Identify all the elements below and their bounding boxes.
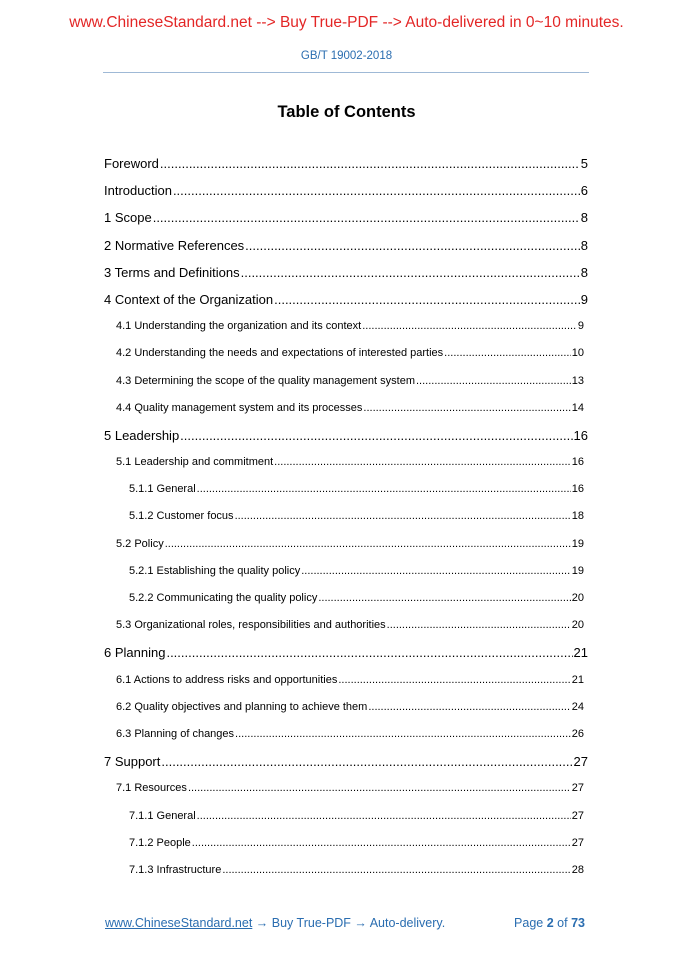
toc-entry-page: 28 (571, 863, 584, 876)
toc-entry[interactable] (104, 503, 588, 530)
toc-entry-page: 9 (577, 320, 584, 333)
toc-dot-leader (338, 667, 570, 694)
toc-entry-label: 5 Leadership (104, 427, 180, 443)
toc-dot-leader (180, 422, 572, 449)
toc-entry[interactable] (104, 748, 588, 775)
toc-entry-label: 3 Terms and Definitions (104, 264, 240, 280)
toc-dot-leader (166, 639, 572, 666)
toc-entry-label: Introduction (104, 183, 172, 199)
toc-entry-page: 16 (573, 427, 588, 443)
toc-entry[interactable] (104, 177, 588, 204)
toc-entry[interactable] (104, 775, 588, 802)
footer-site-link[interactable]: www.ChineseStandard.net (105, 916, 253, 930)
toc-entry-page: 26 (571, 727, 584, 740)
toc-entry-label: 7.1.2 People (129, 836, 191, 849)
page-footer (105, 916, 585, 930)
toc-dot-leader (222, 857, 570, 884)
toc-dot-leader (274, 449, 571, 476)
toc-entry[interactable] (104, 232, 588, 259)
toc-entry-page: 27 (571, 836, 584, 849)
toc-entry[interactable] (104, 259, 588, 286)
toc-entry-page: 13 (571, 374, 584, 387)
toc-entry-label: 7.1 Resources (116, 782, 187, 795)
toc-entry[interactable] (104, 395, 588, 422)
toc-entry-label: 4.4 Quality management system and its processes (116, 401, 363, 414)
toc-entry-page: 19 (571, 564, 584, 577)
toc-entry[interactable] (104, 150, 588, 177)
toc-dot-leader (188, 775, 571, 802)
toc-dot-leader (197, 803, 571, 830)
toc-entry-page: 27 (571, 782, 584, 795)
toc-dot-leader (197, 476, 571, 503)
toc-entry-page: 8 (580, 237, 588, 253)
toc-entry-label: Foreword (104, 156, 159, 171)
toc-dot-leader (416, 368, 571, 395)
toc-entry-page: 21 (573, 645, 588, 661)
toc-entry[interactable] (104, 857, 588, 884)
toc-dot-leader (165, 531, 571, 558)
toc-entry-label: 5.3 Organizational roles, responsibilities and authorities (116, 619, 386, 632)
page-total: 73 (571, 916, 585, 930)
toc-entry[interactable] (104, 286, 588, 313)
toc-entry[interactable] (104, 694, 588, 721)
page-current: 2 (546, 916, 554, 930)
toc-entry-label: 5.1 Leadership and commitment (116, 456, 274, 469)
toc-dot-leader (241, 259, 580, 286)
document-code: GB/T 19002-2018 (300, 50, 393, 62)
toc-entry[interactable] (104, 531, 588, 558)
toc-entry[interactable] (104, 558, 588, 585)
toc-entry-label: 6.2 Quality objectives and planning to achieve them (116, 700, 368, 713)
table-of-contents (104, 150, 588, 884)
toc-entry-page: 27 (573, 754, 588, 770)
toc-entry[interactable] (104, 721, 588, 748)
toc-entry-label: 4 Context of the Organization (104, 291, 274, 307)
toc-entry-page: 21 (571, 673, 584, 686)
toc-entry-label: 5.1.1 General (129, 483, 196, 496)
toc-entry-page: 16 (571, 483, 584, 496)
toc-entry-page: 16 (571, 456, 584, 469)
toc-entry[interactable] (104, 340, 588, 367)
toc-dot-leader (274, 286, 580, 313)
toc-entry-label: 5.1.2 Customer focus (129, 510, 234, 523)
footer-promo-text: → Buy True-PDF → Auto-delivery. (252, 916, 446, 930)
toc-entry-page: 27 (571, 809, 584, 822)
toc-entry[interactable] (104, 612, 588, 639)
toc-entry-page: 8 (580, 264, 588, 280)
toc-entry[interactable] (104, 422, 588, 449)
toc-entry[interactable] (104, 667, 588, 694)
toc-dot-leader (368, 694, 570, 721)
toc-entry-label: 6.3 Planning of changes (116, 727, 235, 740)
toc-entry-page: 18 (571, 510, 584, 523)
toc-entry-page: 5 (580, 156, 588, 171)
toc-dot-leader (318, 585, 570, 612)
toc-entry[interactable] (104, 476, 588, 503)
toc-entry-label: 7 Support (104, 754, 161, 770)
header-divider (103, 72, 589, 73)
page-word: Page (514, 916, 544, 930)
toc-entry[interactable] (104, 204, 588, 231)
toc-dot-leader (192, 830, 571, 857)
page-title: Table of Contents (277, 103, 416, 121)
page-indicator (514, 916, 585, 930)
toc-dot-leader (387, 612, 571, 639)
toc-entry-label: 5.2 Policy (116, 537, 164, 550)
toc-entry-page: 8 (580, 210, 588, 226)
toc-dot-leader (235, 721, 571, 748)
toc-entry[interactable] (104, 313, 588, 340)
toc-dot-leader (245, 232, 580, 259)
toc-entry[interactable] (104, 639, 588, 666)
toc-entry-label: 6.1 Actions to address risks and opportunities (116, 673, 338, 686)
toc-entry-page: 20 (571, 619, 584, 632)
toc-dot-leader (362, 313, 577, 340)
toc-dot-leader (161, 748, 572, 775)
toc-entry-page: 14 (571, 401, 584, 414)
toc-entry-page: 6 (580, 183, 588, 199)
toc-entry-label: 7.1.1 General (129, 809, 196, 822)
toc-entry-label: 1 Scope (104, 210, 152, 226)
toc-entry-label: 7.1.3 Infrastructure (129, 863, 222, 876)
toc-dot-leader (301, 558, 571, 585)
toc-entry[interactable] (104, 449, 588, 476)
toc-dot-leader (444, 340, 571, 367)
toc-dot-leader (235, 503, 571, 530)
toc-entry-page: 20 (571, 592, 584, 604)
toc-entry[interactable] (104, 585, 588, 612)
toc-dot-leader (153, 204, 580, 231)
toc-entry-label: 5.2.1 Establishing the quality policy (129, 564, 301, 577)
toc-entry-page: 10 (571, 347, 584, 360)
toc-dot-leader (363, 395, 570, 422)
toc-entry[interactable] (104, 803, 588, 830)
toc-entry-label: 5.2.2 Communicating the quality policy (129, 592, 318, 604)
toc-entry-label: 6 Planning (104, 645, 166, 661)
toc-entry-label: 2 Normative References (104, 237, 245, 253)
toc-entry-page: 19 (571, 537, 584, 550)
toc-entry[interactable] (104, 830, 588, 857)
toc-entry-label: 4.1 Understanding the organization and its context (116, 320, 362, 333)
toc-entry[interactable] (104, 368, 588, 395)
toc-entry-page: 9 (580, 291, 588, 307)
toc-entry-page: 24 (571, 700, 584, 713)
toc-entry-label: 4.2 Understanding the needs and expectations of interested parties (116, 347, 444, 360)
toc-dot-leader (160, 150, 580, 177)
page-of: of (557, 916, 568, 930)
toc-dot-leader (173, 177, 580, 204)
promo-banner[interactable]: www.ChineseStandard.net --> Buy True-PDF --> Auto-delivered in 0~10 minutes. (69, 14, 624, 31)
toc-entry-label: 4.3 Determining the scope of the quality management system (116, 374, 415, 387)
